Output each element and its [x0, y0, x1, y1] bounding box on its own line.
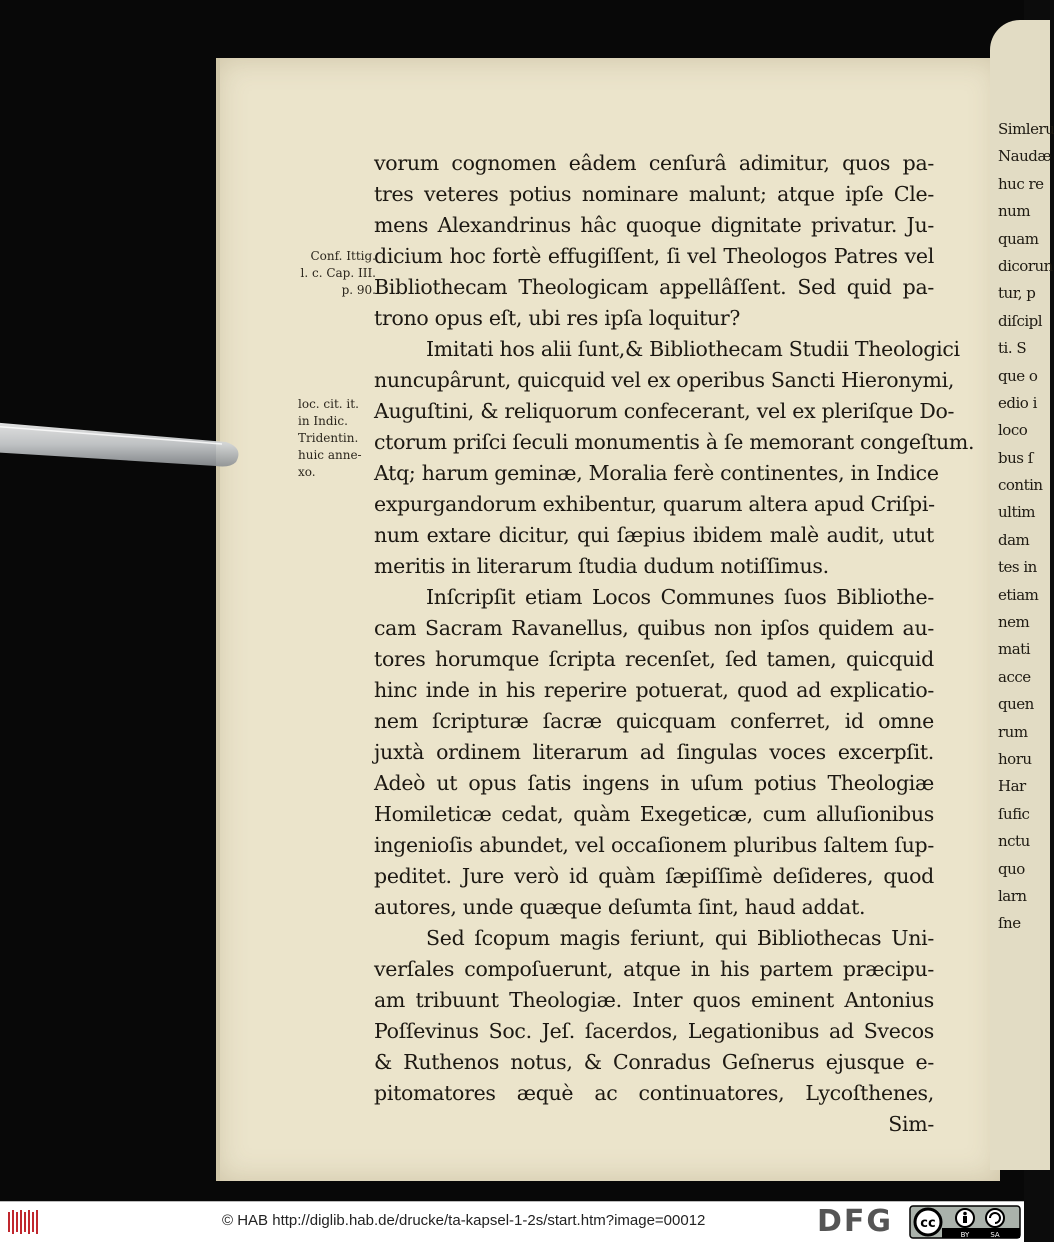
hab-logo-icon[interactable]	[6, 1208, 40, 1236]
cc-by-sa-icon[interactable]	[910, 1206, 1020, 1238]
facing-page-fragment: mati	[998, 640, 1030, 659]
facing-page-fragment: ſne	[998, 914, 1021, 933]
margin-note-line: huic anne-	[298, 448, 362, 462]
book-clip-icon	[0, 418, 252, 470]
facing-page-fragment: quen	[998, 695, 1034, 714]
text-line: expurgandorum exhibentur, quarum altera apud Criſpi-	[374, 492, 935, 516]
facing-page-fragment: huc re	[998, 174, 1044, 193]
facing-page-fragment: loco	[998, 421, 1028, 440]
text-line: Homileticæ cedat, quàm Exegeticæ, cum alluſionibus	[374, 802, 934, 826]
margin-note-line: l. c. Cap. III.	[300, 266, 376, 280]
facing-page-fragment: diſcipl	[998, 311, 1043, 330]
text-line: tres veteres potius nominare malunt; atque ipſe Cle-	[374, 182, 934, 206]
margin-note-line: Tridentin.	[298, 431, 359, 445]
facing-page-fragment: ultim	[998, 503, 1036, 522]
text-line: Sed ſcopum magis feriunt, qui Bibliothecas Uni-	[426, 926, 934, 950]
text-line: Bibliothecam Theologicam appellâſſent. Sed quid pa-	[374, 275, 934, 299]
text-line: Inſcripſit etiam Locos Communes ſuos Bibliothe-	[426, 585, 934, 609]
facing-page-fragment: ſufic	[998, 804, 1030, 823]
facing-page-fragment: bus ſ	[998, 448, 1033, 467]
text-line: num extare dicitur, qui ſæpius ibidem malè audit, utut	[374, 523, 934, 547]
text-line: autores, unde quæque deſumta ſint, haud addat.	[374, 895, 866, 919]
dfg-logo-icon[interactable]: DFG	[817, 1204, 894, 1239]
text-line: ctorum priſci ſeculi monumentis à ſe memorant congeſtum.	[374, 430, 975, 454]
facing-page-fragment: contin	[998, 476, 1043, 495]
text-line: mens Alexandrinus hâc quoque dignitate privatur. Ju-	[374, 213, 934, 237]
facing-page-text	[998, 120, 1054, 942]
facing-page-fragment: Simleru	[998, 120, 1054, 138]
facing-page-fragment: dam	[998, 530, 1030, 549]
facing-page-fragment: edio i	[998, 393, 1037, 412]
facing-page-fragment: etiam	[998, 585, 1039, 604]
facing-page-fragment: nctu	[998, 832, 1030, 851]
text-line: Poſſevinus Soc. Jeſ. ſacerdos, Legationibus ad Svecos	[374, 1019, 934, 1043]
text-line: nuncupârunt, quicquid vel ex operibus Sancti Hieronymi,	[374, 368, 955, 392]
text-line: tores horumque ſcripta recenſet, ſed tamen, quicquid	[374, 647, 934, 671]
svg-text:cc: cc	[920, 1216, 936, 1231]
text-line: verſales compoſuerunt, atque in his partem præcipu-	[374, 957, 934, 981]
text-line: hinc inde in his reperire potuerat, quod ad explicatio-	[374, 678, 934, 702]
margin-note-line: p. 90.	[341, 283, 376, 297]
text-line: dicium hoc fortè effugiſſent, ſi vel Theologos Patres vel	[374, 244, 934, 268]
text-line: juxtà ordinem literarum ad ſingulas voces excerpſit.	[374, 740, 934, 764]
facing-page-fragment: Har	[998, 777, 1026, 796]
page-edge	[216, 58, 220, 1181]
text-line: pitomatores æquè ac continuatores, Lycoſthenes,	[374, 1081, 934, 1105]
facing-page-fragment: tes in	[998, 558, 1037, 577]
attribution-link[interactable]: © HAB http://diglib.hab.de/drucke/ta-kapsel-1-2s/start.htm?image=00012	[222, 1212, 706, 1229]
facing-page-fragment: dicorun	[998, 256, 1053, 275]
facing-page-fragment: acce	[998, 667, 1031, 686]
text-line: Sim-	[888, 1112, 934, 1136]
facing-page-fragment: quo	[998, 859, 1025, 878]
text-line: Adeò ut opus ſatis ingens in uſum potius Theologiæ	[374, 771, 934, 795]
text-line: & Ruthenos notus, & Conradus Geſnerus ejusque e-	[374, 1050, 934, 1074]
facing-page-fragment: quam	[998, 229, 1039, 248]
cc-by-label: BY	[960, 1231, 970, 1239]
margin-note-line: loc. cit. it.	[298, 397, 359, 411]
facing-page-fragment: larn	[998, 886, 1027, 905]
text-line: vorum cognomen eâdem cenſurâ adimitur, quos pa-	[374, 151, 934, 175]
footer-bar	[0, 1201, 1024, 1242]
margin-note-line: xo.	[298, 465, 316, 479]
text-line: meritis in literarum ſtudia dudum notiſſimus.	[374, 554, 829, 578]
margin-note-line: in Indic.	[298, 414, 348, 428]
margin-note-index	[298, 396, 378, 481]
text-line: trono opus eſt, ubi res ipſa loquitur?	[374, 306, 741, 330]
text-line: am tribuunt Theologiæ. Inter quos eminent Antonius	[374, 988, 934, 1012]
margin-note-reference	[298, 248, 376, 299]
text-line: Auguſtini, & reliquorum confecerant, vel ex pleriſque Do-	[374, 399, 955, 423]
facing-page-fragment: nem	[998, 613, 1030, 632]
text-line: ingenioſis abundet, vel occaſionem pluribus ſaltem ſup-	[374, 833, 934, 857]
text-line: Imitati hos alii ſunt,& Bibliothecam Studii Theologici	[426, 337, 960, 361]
margin-note-line: Conf. Ittig.	[310, 249, 376, 263]
facing-page-fragment: rum	[998, 722, 1028, 741]
facing-page-fragment: horu	[998, 749, 1032, 768]
text-line: Atq; harum geminæ, Moralia ferè continentes, in Indice	[374, 461, 939, 485]
main-text-block	[374, 148, 975, 1140]
facing-page-fragment: num	[998, 202, 1031, 221]
facing-page-fragment: Naudæ	[998, 147, 1051, 166]
facing-page-fragment: ti. S	[998, 339, 1027, 358]
facing-page-fragment: que o	[998, 366, 1038, 385]
text-line: cam Sacram Ravanellus, quibus non ipſos quidem au-	[374, 616, 934, 640]
cc-sa-label: SA	[990, 1231, 1000, 1239]
text-line: peditet. Jure verò id quàm ſæpiſſimè deſideres, quod	[374, 864, 934, 888]
text-line: nem ſcripturæ ſacræ quicquam conferret, id omne	[374, 709, 934, 733]
facing-page-fragment: tur, p	[998, 284, 1036, 303]
